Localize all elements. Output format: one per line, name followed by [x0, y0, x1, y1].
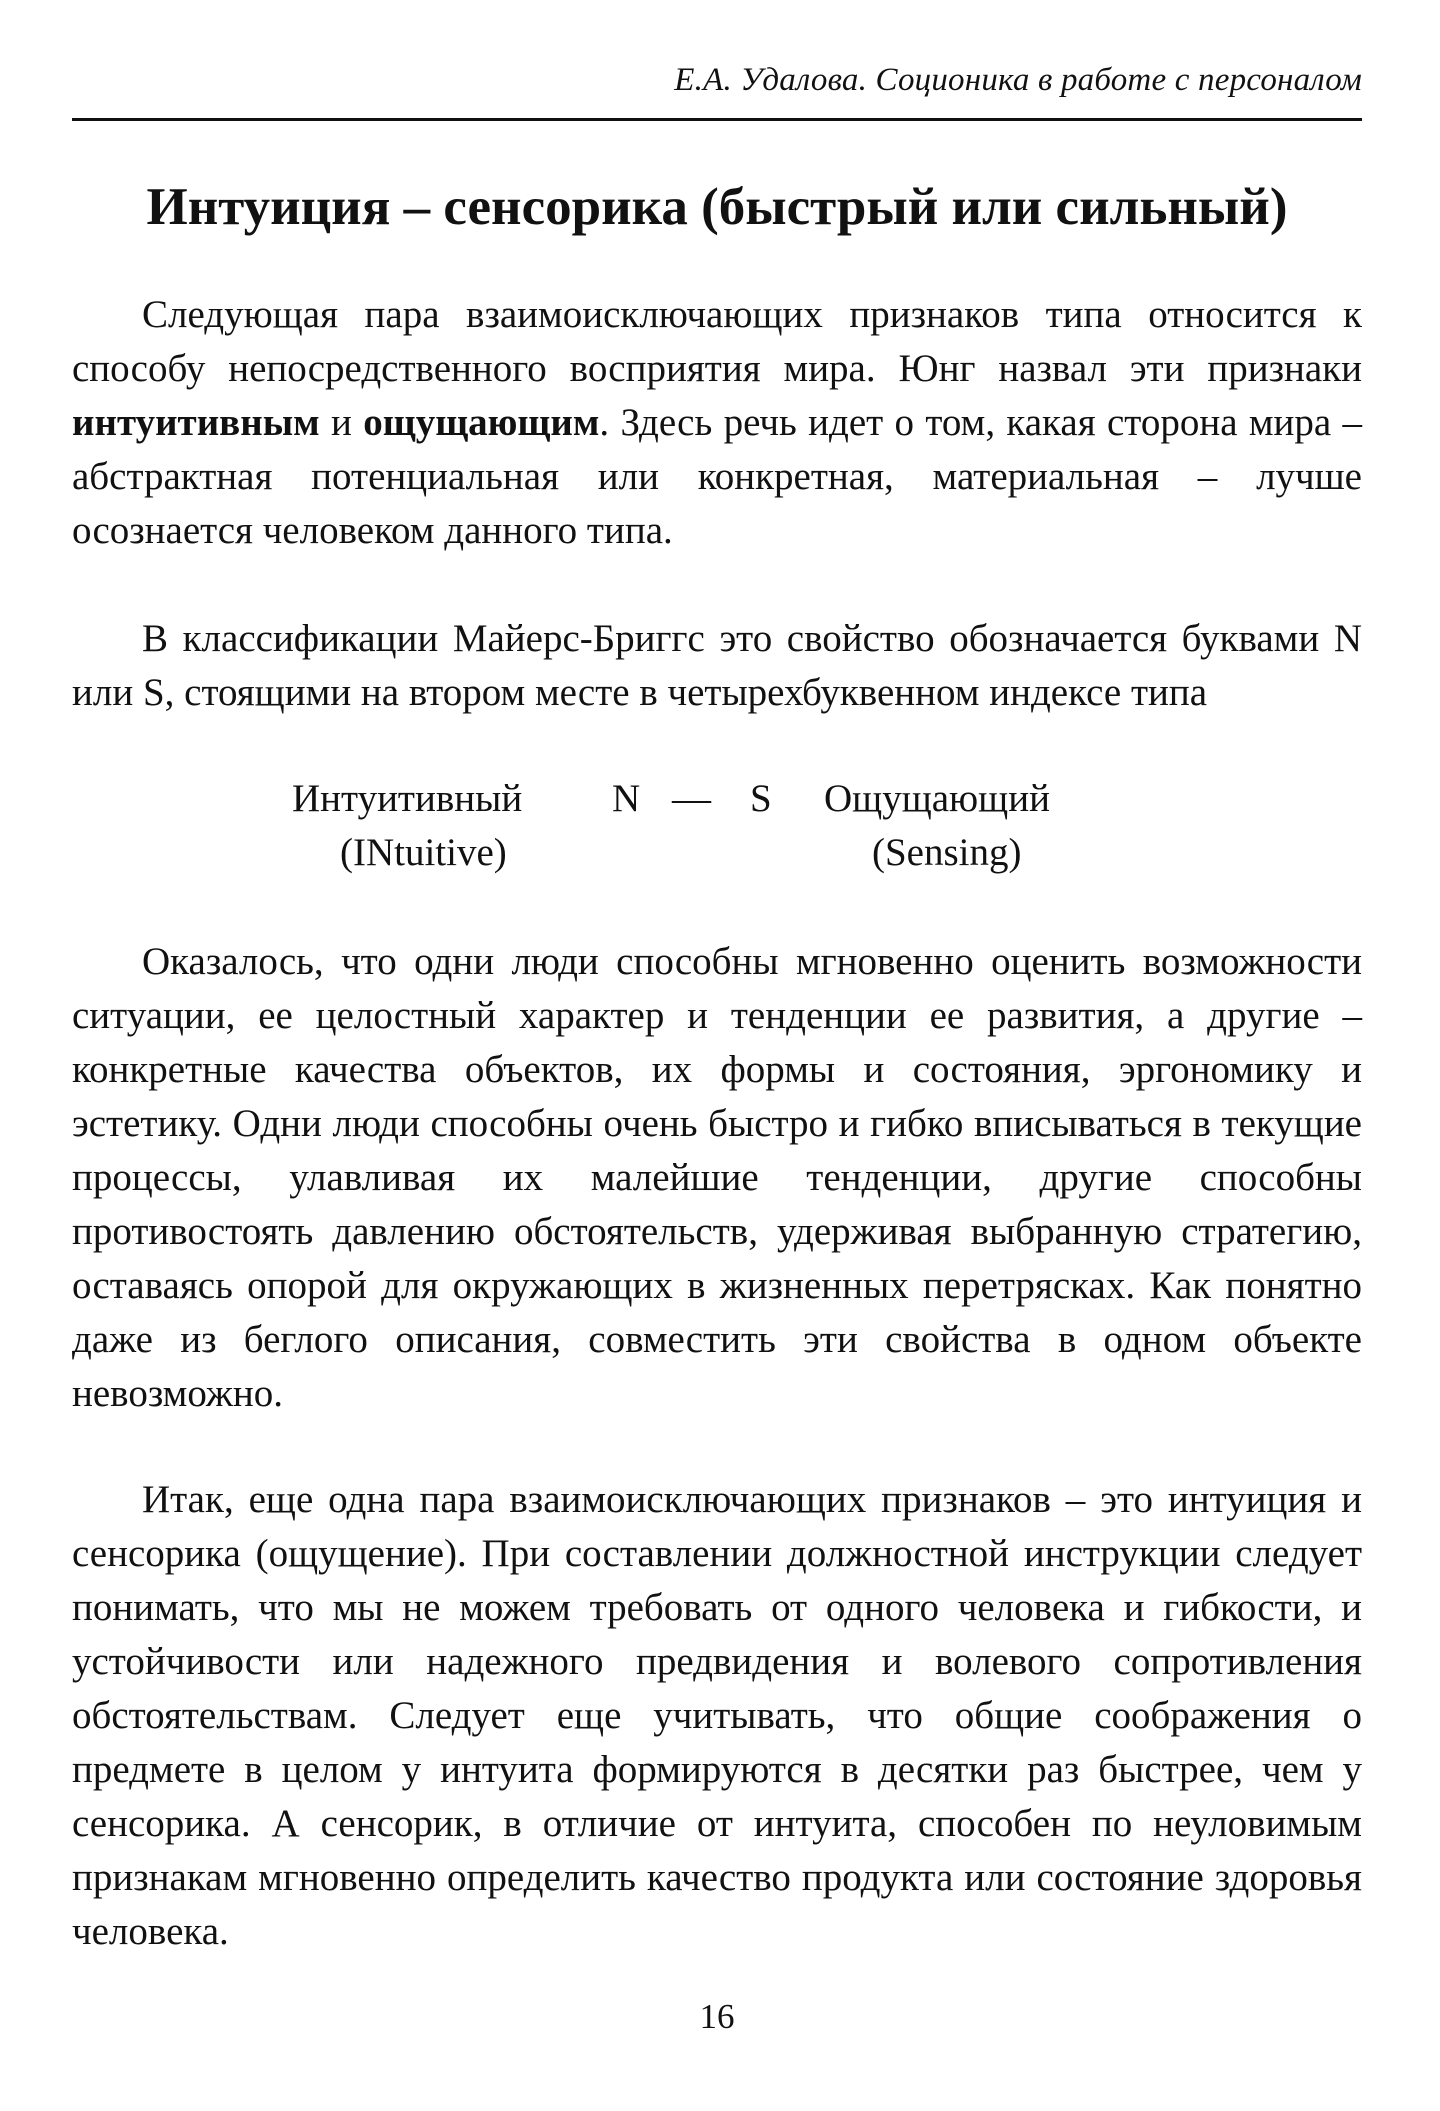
- paragraph-3: Оказалось, что одни люди способны мгновенно оценить возможности ситуации, ее целостный характер и тенденции ее развития, а другие – конкретные качества объектов, их формы и состояния, эргономику и эстетику. Одни люди способны очень быстро и гибко вписываться в текущие процессы, улавливая их малейшие тенденции, другие способны противостоять давлению обстоятельств, удерживая выбранную стратегию, оставаясь опорой для окружающих в жизненных перетрясках. Как понятно даже из беглого описания, совместить эти свойства в одном объекте невозможно.: [72, 940, 1362, 1415]
- paragraph-1-conj: и: [319, 401, 364, 444]
- formula-sensing-english: (Sensing): [872, 831, 1022, 874]
- book-page: [72, 0, 1362, 2111]
- formula-letter-n: N: [612, 777, 641, 820]
- paragraph-2: В классификации Майерс-Бриггс это свойство обозначается буквами N или S, стоящими на втором месте в четырехбуквенном индексе типа: [72, 617, 1362, 714]
- page-number: 16: [699, 1997, 735, 2036]
- type-index-formula: [72, 776, 1362, 886]
- formula-letter-s: S: [750, 777, 772, 820]
- formula-dash: —: [672, 777, 711, 820]
- paragraph-4: Итак, еще одна пара взаимоисключающих признаков – это интуиция и сенсорика (ощущение). При составлении должностной инструкции следует понимать, что мы не можем требовать от одного человека и гибкости, и устойчивости или надежного предвидения и волевого сопротивления обстоятельствам. Следует еще учитывать, что общие соображения о предмете в целом у интуита формируются в десятки раз быстрее, чем у сенсорика. А сенсорик, в отличие от интуита, способен по неуловимым признакам мгновенно определить качество продукта или состояние здоровья человека.: [72, 1478, 1362, 1953]
- paragraph-1: [72, 288, 1362, 558]
- paragraph-1-text-after: . Здесь речь идет о том, какая сторона мира – абстрактная потенциальная или конкретная, материальная – лучше осознается человеком данного типа.: [72, 401, 1363, 552]
- term-intuitive: интуитивным: [72, 401, 320, 444]
- formula-intuitive-english: (INtuitive): [340, 831, 507, 874]
- running-head: Е.А. Удалова. Соционика в работе с персоналом: [674, 62, 1362, 98]
- paragraph-1-text-before: Следующая пара взаимоисключающих признаков типа относится к способу непосредственного восприятия мира. Юнг назвал эти признаки: [72, 293, 1362, 390]
- header-rule: [72, 118, 1362, 121]
- formula-intuitive-label: Интуитивный: [292, 777, 523, 820]
- chapter-title: Интуиция – сенсорика (быстрый или сильный): [146, 178, 1288, 236]
- formula-sensing-label: Ощущающий: [824, 777, 1050, 820]
- term-sensing: ощущающим: [363, 401, 600, 444]
